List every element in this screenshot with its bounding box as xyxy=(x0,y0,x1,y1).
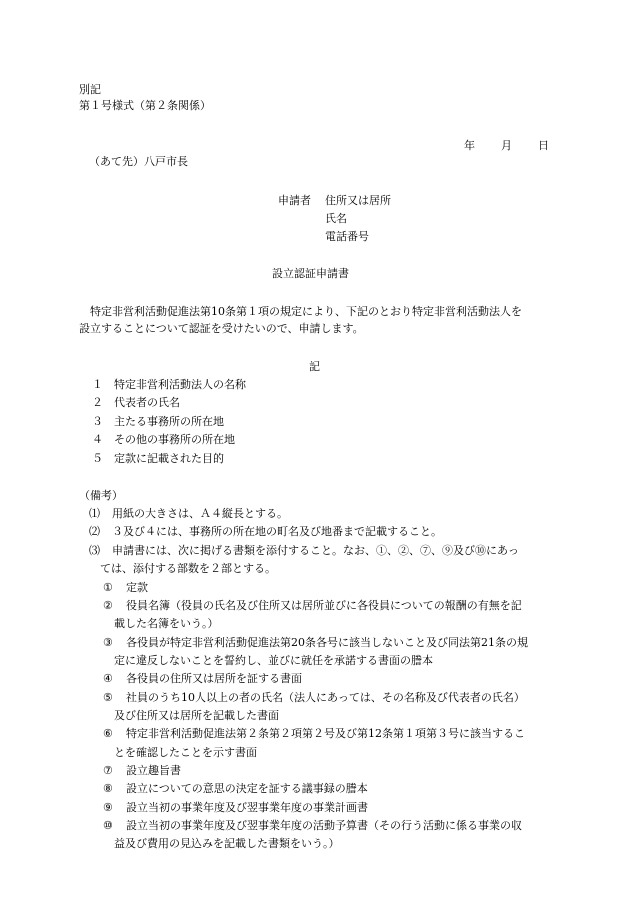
note-text: 用紙の大きさは、Ａ４縦長とする。 xyxy=(112,507,288,520)
attachment-text: 各役員が特定非営利活動促進法第20条各号に該当しないこと及び同法第21条の規 xyxy=(126,636,528,649)
attachment-number: ② xyxy=(103,599,113,612)
attachment-text: 設立当初の事業年度及び翌事業年度の活動予算書（その行う活動に係る事業の収 xyxy=(126,819,522,832)
date-month: 月 xyxy=(501,139,512,152)
attachment-number: ③ xyxy=(103,636,113,649)
attachment-text: 載した名簿をいう。） xyxy=(114,617,219,630)
attachment-number: ⑦ xyxy=(103,764,113,777)
note-text: ては、添付する部数を２部とする。 xyxy=(100,562,276,575)
attachment-text: とを確認したことを示す書面 xyxy=(114,746,257,759)
date-year: 年 xyxy=(464,139,475,152)
date-line xyxy=(464,140,549,151)
attachment-text: 定款 xyxy=(126,581,148,594)
applicant-label: 申請者 xyxy=(278,194,311,207)
attachment-number: ① xyxy=(103,581,113,594)
item-number: ４ xyxy=(92,433,103,446)
applicant-address: 住所又は居所 xyxy=(325,194,391,207)
attachment-text: 定に違反しないことを誓約し、並びに就任を承諾する書面の謄本 xyxy=(114,654,433,667)
attachment-text: 設立趣旨書 xyxy=(126,764,181,777)
attachment-label: 別記 xyxy=(79,83,101,96)
date-day: 日 xyxy=(538,139,549,152)
attachment-text: 設立当初の事業年度及び翌事業年度の事業計画書 xyxy=(126,801,368,814)
note-number: ⑴ xyxy=(89,507,100,520)
body-line-2: 設立することについて認証を受けたいので、申請します。 xyxy=(79,322,364,335)
item-text: その他の事務所の所在地 xyxy=(114,433,235,446)
item-number: ３ xyxy=(92,415,103,428)
attachment-text: 特定非営利活動促進法第２条第２項第２号及び第12条第１項第３号に該当するこ xyxy=(126,727,525,740)
note-text: ３及び４には、事務所の所在地の町名及び地番まで記載すること。 xyxy=(112,525,442,538)
note-text: 申請書には、次に掲げる書類を添付すること。なお、①、②、⑦、⑨及び⑩にあっ xyxy=(112,544,519,557)
attachment-text: 及び住所又は居所を記載した書面 xyxy=(114,709,279,722)
item-text: 代表者の氏名 xyxy=(114,396,180,409)
item-number: ５ xyxy=(92,452,103,465)
remarks-heading: （備考） xyxy=(79,489,123,502)
attachment-text: 益及び費用の見込みを記載した書類をいう。） xyxy=(114,837,340,850)
item-number: １ xyxy=(92,378,103,391)
attachment-text: 各役員の住所又は居所を証する書面 xyxy=(126,672,302,685)
attachment-number: ⑧ xyxy=(103,782,113,795)
attachment-number: ⑥ xyxy=(103,727,113,740)
attachment-text: 社員のうち10人以上の者の氏名（法人にあっては、その名称及び代表者の氏名） xyxy=(126,691,525,704)
applicant-phone: 電話番号 xyxy=(325,230,369,243)
attachment-number: ⑩ xyxy=(103,819,113,832)
form-number: 第１号様式（第２条関係） xyxy=(79,99,211,112)
document-title: 設立認証申請書 xyxy=(272,267,349,280)
item-text: 主たる事務所の所在地 xyxy=(114,415,224,428)
applicant-name: 氏名 xyxy=(325,212,347,225)
attachment-text: 役員名簿（役員の氏名及び住所又は居所並びに各役員についての報酬の有無を記 xyxy=(126,599,522,612)
ki-heading: 記 xyxy=(309,360,320,373)
item-number: ２ xyxy=(92,396,103,409)
body-line-1: 特定非営利活動促進法第10条第１項の規定により、下記のとおり特定非営利活動法人を xyxy=(90,305,522,318)
item-text: 定款に記載された目的 xyxy=(114,452,224,465)
note-number: ⑵ xyxy=(89,525,100,538)
note-number: ⑶ xyxy=(89,544,100,557)
addressee: （あて先）八戸市長 xyxy=(89,155,188,168)
attachment-number: ④ xyxy=(103,672,113,685)
item-text: 特定非営利活動法人の名称 xyxy=(114,378,246,391)
attachment-text: 設立についての意思の決定を証する議事録の謄本 xyxy=(126,782,368,795)
attachment-number: ⑤ xyxy=(103,691,113,704)
attachment-number: ⑨ xyxy=(103,801,113,814)
